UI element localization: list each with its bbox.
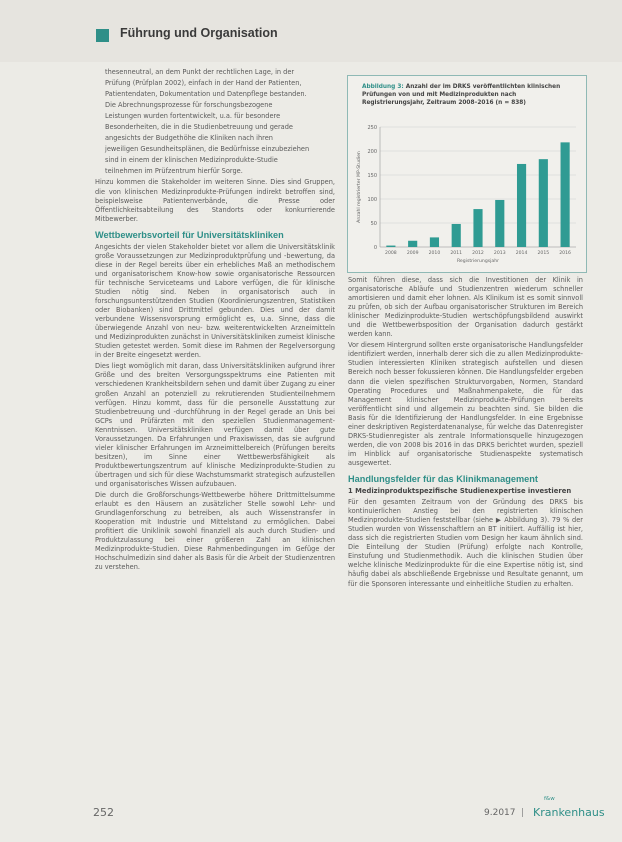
x-tick-label: 2016: [559, 251, 571, 256]
section-marker: [96, 29, 109, 42]
body-paragraph: Für den gesamten Zeitraum von der Gründung des DRKS bis kontinuierlichen Anstieg bei den registrierten klinischen Medizinprodukte-Studien feststellbar (siehe ▶ Abbildung 3). 79 % der Studien wurden von Wissenschaftlern an BT initiiert. Auffällig ist hier, dass sich die registrierten Studien vom Design her kaum ähnlich sind. Die Einteilung der Studien (Prüfung) erfolgte nach Kontrolle, Einstufung und Studienmethodik. Auch die klinischen Studien über welche klinische Medizinprodukte für die eine Expertise nötig ist, sind häufig dabei als abschließende Ergebnisse und Resultate genannt, um für die Sponsoren interessante und einheitliche Studien zu erhalten.: [348, 498, 583, 588]
intro-line: sind in einem der klinischen Medizinprodukte-Studie: [105, 156, 278, 165]
bar: [430, 237, 439, 247]
bar: [495, 200, 504, 247]
section-heading: Wettbewerbsvorteil für Universitätskliniken: [95, 229, 284, 240]
intro-line: Die Abrechnungsprozesse für forschungsbezogene: [105, 101, 273, 110]
x-tick-label: 2010: [428, 251, 441, 256]
bar: [517, 164, 526, 247]
bar-chart: [348, 121, 586, 271]
magazine-brand: Krankenhaus: [533, 806, 605, 819]
brand-superscript: f&w: [544, 796, 555, 802]
y-axis-label: Anzahl registrierter MP-Studien: [357, 151, 362, 223]
footer-separator: |: [521, 808, 525, 818]
x-axis-label: Registrierungsjahr: [456, 259, 500, 264]
bar: [386, 246, 395, 247]
intro-line: Besonderheiten, die in die Studienbetreuung und gerade: [105, 123, 293, 132]
intro-line: jeweiligen Gesundheitsplänen, die Bedürfnisse einzubeziehen: [105, 145, 310, 154]
intro-line: thesenneutral, an dem Punkt der rechtlichen Lage, in der: [105, 68, 295, 76]
issue-label: 9.2017: [484, 808, 516, 818]
figure-caption-text: Anzahl der im DRKS veröffentlichten klinischen Prüfungen von und mit Medizinprodukten nach Registrierungsjahr, Zeitraum 2008–2016 (n = 838): [362, 84, 561, 107]
x-tick-label: 2009: [406, 251, 419, 256]
x-tick-label: 2008: [385, 251, 397, 256]
bar: [473, 209, 482, 247]
x-tick-label: 2013: [493, 251, 506, 256]
figure-caption: [362, 83, 576, 108]
header-bar: [0, 0, 622, 62]
bar: [561, 142, 570, 247]
intro-line: Patientendaten, Dokumentation und Datenpflege bestanden.: [105, 90, 307, 99]
left-column: [95, 68, 335, 574]
page-number: 252: [93, 806, 114, 819]
x-tick-label: 2012: [472, 251, 484, 256]
body-paragraph: Vor diesem Hintergrund sollten erste organisatorische Handlungsfelder identifiziert werden, innerhalb derer sich die zu allen Medizinprodukte-Studien interessierten Kliniken strategisch aufstellen und diesen Bereich noch besser fokussieren können. Die Handlungsfelder ergeben dann die vielen spezifischen Strukturvorgaben, Normen, Standard Operating Procedures und Maßnahmenpakete, die für das Management klinischer Medizinprodukte-Prüfungen bereits veröffentlicht sind und allgemein zu beachten sind. Sie bilden die Basis für die Identifizierung der Handlungsfelder. In eine Ergebnisse einer deskriptiven Registerdatenanalyse, für welche das Datenregister DRKS-Studienregister als zentrale Informationsquelle hinzugezogen werden, die von 2008 bis 2016 in das DRKS berichtet wurden, speziell im Hinblick auf organisatorische Studienaspekte systematisch ausgewertet.: [348, 341, 583, 467]
x-tick-label: 2011: [450, 251, 463, 256]
right-column: [348, 276, 583, 591]
figure-box: [347, 75, 587, 273]
bar: [452, 224, 461, 247]
section-title: Führung und Organisation: [120, 26, 278, 40]
section-heading: Handlungsfelder für das Klinikmanagement: [348, 473, 538, 484]
x-tick-label: 2015: [537, 251, 550, 256]
bar: [539, 159, 548, 247]
subsection-heading: 1 Medizinproduktspezifische Studienexpertise investieren: [348, 487, 572, 496]
intro-line: teilnehmen im Prüfzentrum hierfür Sorge.: [105, 167, 243, 176]
y-tick-label: 100: [367, 197, 377, 203]
body-paragraph: Angesichts der vielen Stakeholder bietet vor allem die Universitätsklinik große Voraussetzungen zur Medizinproduktprüfung und -bewertung, da diese in der Regel bereits über ein erhebliches Maß an methodischem und organisatorischem Know-how sowie organisatorische Ressourcen für technische Serviceteams und Labore verfügen, die für klinische Studien nötig sind. Neben in organisatorisch auch in forschungsunterstützenden Studien (Koordinierungszentren, Statistiken oder Biobanken) sind Drittmittel gebunden. Dies und der damit verbundene Wissensvorsprung ermöglicht es, u.a. Sinne, dass die überwiegende Anzahl von neu- bzw. weiterentwickelten Arzneimitteln und Medizinprodukten zunächst in Universitätskliniken zumeist klinische Studien getestet werden. Somit diese im Rahmen der Regelversorgung in der Breite eingesetzt werden.: [95, 242, 335, 360]
intro-line: Prüfung (Prüfplan 2002), einfach in der Hand der Patienten,: [105, 79, 302, 88]
y-tick-label: 250: [367, 125, 377, 131]
y-tick-label: 0: [373, 245, 377, 251]
bar: [408, 241, 417, 247]
body-paragraph: Somit führen diese, dass sich die Investitionen der Klinik in organisatorische Abläufe und Studienzentren wiederum schneller amortisieren und damit eher lohnen. Als Klinikum ist es somit sinnvoll zu prüfen, ob sich der Aufbau organisatorischer Strukturen im Bereich klinischer Medizinprodukte-Studien wertschöpfungsbildend auswirkt und die Wettbewerbsposition der Organisation dadurch gestärkt werden kann.: [348, 276, 583, 339]
y-tick-label: 150: [367, 173, 377, 179]
body-paragraph: Die durch die Großforschungs-Wettbewerbe höhere Drittmittelsumme erlaubt es den Häusern an zusätzlicher Stelle sowohl Lehr- und Grundlagenforschung zu betreiben, als auch Wissenstransfer in Kooperation mit Industrie und Mittelstand zu ermöglichen. Dabei profitiert die Uniklinik sowohl finanziell als auch durch Studien- und Produktzulassung bei einer größeren Zahl an klinischen Medizinprodukte-Studien. Diese Rahmenbedingungen im Gefüge der Hochschulmedizin sind daher als Basis für die Arbeit der Studienzentren zu verstehen.: [95, 491, 335, 572]
figure-label: Abbildung 3:: [362, 84, 404, 90]
body-paragraph: Hinzu kommen die Stakeholder im weiteren Sinne. Dies sind Gruppen, die von klinischen Medizinprodukte-Prüfungen indirekt betroffen sind, beispielsweise Patientenverbände, die Presse oder Öffentlichkeitsabteilung des Standorts oder konkurrierende Mitbewerber.: [95, 178, 335, 223]
intro-line: Leistungen wurden fortentwickelt, u.a. für besondere: [105, 112, 281, 121]
y-tick-label: 50: [370, 221, 377, 227]
x-tick-label: 2014: [515, 251, 528, 256]
y-tick-label: 200: [367, 149, 377, 155]
intro-line: angesichts der Budgethöhe die Kliniken nach ihren: [105, 134, 273, 143]
body-paragraph: Dies liegt womöglich mit daran, dass Universitätskliniken aufgrund ihrer Größe und des breiten Versorgungsspektrums eine Patienten mit verschiedenen Krankheitsbildern sehen und damit über Zugang zu einer großen Anzahl an potenziell zu rekrutierenden Studienteilnehmern verfügen. Hinzu kommt, dass für die personelle Ausstattung zur Studienbetreuung und -durchführung in der Regel gerade an Unis bei GCPs und Prüfärzten mit den speziellen Studienmanagement-Kenntnissen. Universitätskliniken verfügen damit über gute Voraussetzungen. Da Erfahrungen und Praxiswissen, das sie aufgrund vieler klinischer Erfahrungen im Arzneimittelbereich (Prüfungen bereits besitzen), im Sinne einer Wettbewerbsfähigkeit als Produktbewertungszentrum auf klinische Medizinprodukte-Studien zu übertragen und sich für diese Wachstumsmarkt strategisch aufzustellen und organisatorisches Wissen aufzubauen.: [95, 362, 335, 488]
